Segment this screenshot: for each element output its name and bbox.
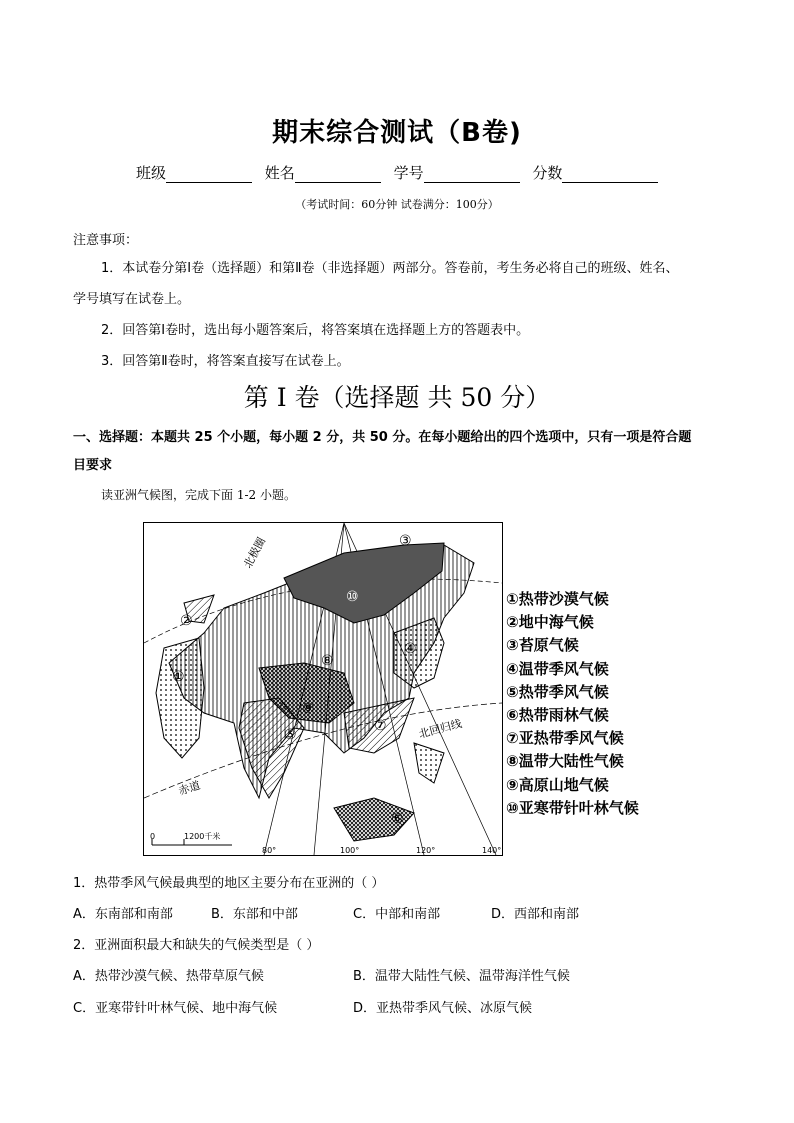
class-blank[interactable]: [166, 166, 252, 183]
lon-120-label: 120°: [416, 846, 436, 855]
region-4-marker: ④: [404, 641, 417, 657]
continent-outline: [156, 543, 474, 841]
exam-title: 期末综合测试（B卷): [272, 118, 522, 148]
name-label: 姓名: [264, 164, 295, 182]
asia-climate-map: [143, 522, 503, 856]
legend-item: ⑨高原山地气候: [506, 775, 609, 794]
exam-info: （考试时间：60分钟 试卷满分：100分）: [295, 198, 499, 211]
name-blank[interactable]: [295, 166, 381, 183]
question-1-option-c[interactable]: C．中部和南部: [353, 907, 441, 922]
note-item: 学号填写在试卷上。: [73, 292, 191, 307]
question-2-option-c[interactable]: C．亚寒带针叶林气候、地中海气候: [73, 1001, 278, 1016]
legend-item: ②地中海气候: [506, 613, 594, 632]
volume-title: 第 I 卷（选择题 共 50 分）: [243, 383, 551, 412]
student-id-blank[interactable]: [424, 166, 520, 183]
question-2-option-b[interactable]: B．温带大陆性气候、温带海洋性气候: [353, 969, 570, 984]
question-1-option-b[interactable]: B．东部和中部: [211, 907, 298, 922]
student-id-label: 学号: [393, 164, 424, 182]
map-legend: [506, 588, 639, 820]
scale-bar: [150, 831, 501, 855]
region-2-marker: ②: [180, 613, 193, 629]
legend-item: ④温带季风气候: [506, 659, 609, 678]
note-item: 2．回答第Ⅰ卷时，选出每小题答案后，将答案填在选择题上方的答题表中。: [101, 323, 530, 338]
tropic-label: 北回归线: [417, 716, 464, 741]
legend-item: ⑧温带大陆性气候: [506, 752, 624, 771]
legend-item: ⑤热带季风气候: [506, 682, 609, 701]
legend-item: ①热带沙漠气候: [506, 590, 609, 608]
region-9-marker: ⑨: [302, 701, 315, 717]
section-heading: [73, 424, 723, 480]
question-1-option-d[interactable]: D．西部和南部: [491, 907, 580, 922]
region-7-marker: ⑦: [374, 718, 387, 734]
question-2-stem: 2．亚洲面积最大和缺失的气候类型是（ ）: [73, 938, 320, 953]
region-3-marker: ③: [399, 533, 412, 549]
scale-label: 1200千米: [184, 832, 221, 841]
legend-item: ⑦亚热带季风气候: [506, 729, 624, 748]
section-heading-line: 一、选择题：本题共 25 个小题，每小题 2 分，共 50 分。在每小题给出的四个选项中，只有一项是符合题: [73, 430, 692, 445]
score-label: 分数: [532, 164, 563, 182]
note-item: 3．回答第Ⅱ卷时，将答案直接写在试卷上。: [101, 354, 350, 369]
legend-item: ③苔原气候: [506, 636, 579, 655]
question-1-option-a[interactable]: A．东南部和南部: [73, 907, 173, 922]
lon-140-label: 140°: [482, 846, 502, 855]
region-8-marker: ⑧: [321, 653, 334, 669]
class-label: 班级: [136, 164, 167, 182]
lon-80-label: 80°: [262, 846, 277, 855]
equator-label: 赤道: [176, 778, 202, 798]
region-1-marker: ①: [172, 669, 185, 685]
arctic-circle-label: 北极圈: [241, 535, 269, 571]
question-intro: 读亚洲气候图，完成下面 1-2 小题。: [101, 488, 296, 502]
map-graphic: [144, 523, 502, 855]
region-6-marker: ⑥: [391, 811, 404, 827]
region-10-marker: ⑩: [346, 589, 359, 605]
note-item: 1．本试卷分第Ⅰ卷（选择题）和第Ⅱ卷（非选择题）两部分。答卷前，考生务必将自己的班级、姓名、: [101, 261, 679, 276]
legend-item: ⑩亚寒带针叶林气候: [506, 798, 639, 817]
region-5-marker: ⑤: [284, 727, 297, 743]
scale-zero: 0: [150, 832, 156, 841]
notes-heading: 注意事项：: [73, 233, 139, 248]
question-2-option-d[interactable]: D．亚热带季风气候、冰原气候: [353, 1001, 533, 1016]
score-blank[interactable]: [562, 166, 658, 183]
legend-item: ⑥热带雨林气候: [506, 706, 609, 725]
question-1-stem: 1．热带季风气候最典型的地区主要分布在亚洲的（ ）: [73, 876, 385, 891]
lon-100-label: 100°: [340, 846, 360, 855]
student-info-row: [136, 162, 666, 183]
question-2-option-a[interactable]: A．热带沙漠气候、热带草原气候: [73, 969, 264, 984]
section-heading-line: 目要求: [73, 458, 113, 473]
